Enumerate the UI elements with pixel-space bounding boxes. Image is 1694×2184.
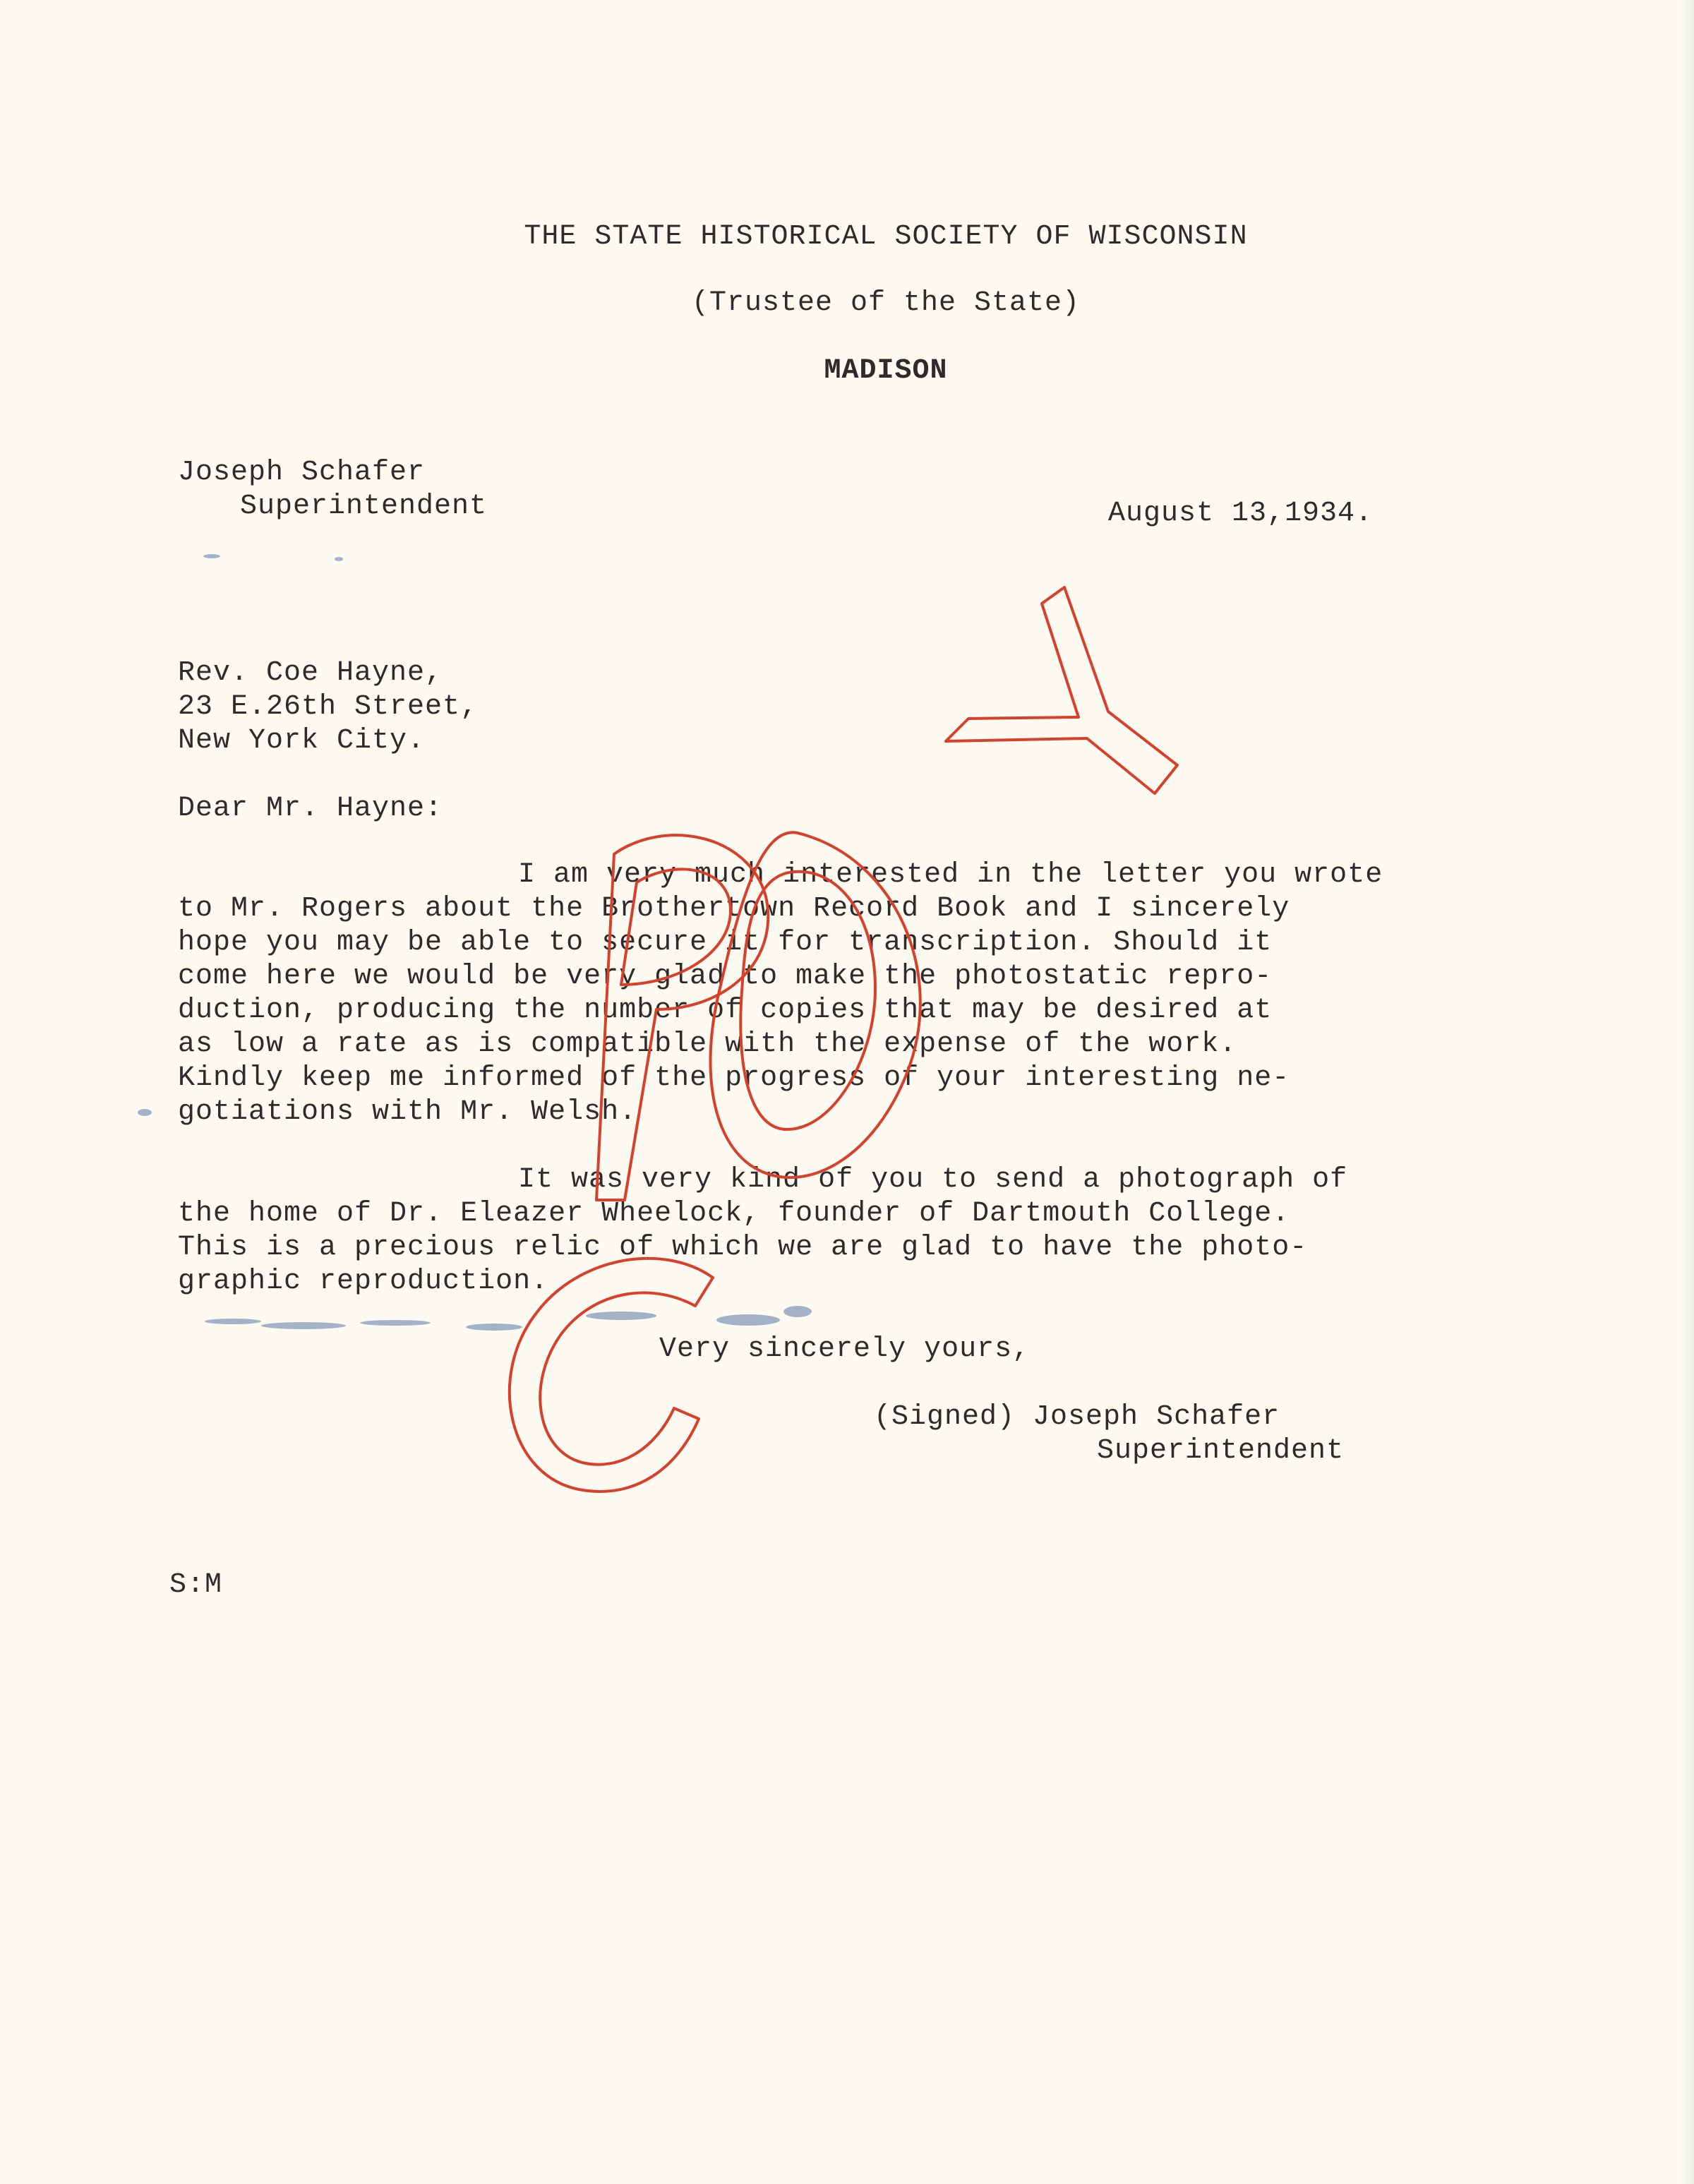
body-line: the home of Dr. Eleazer Wheelock, founder of Dartmouth College. [178,1198,1290,1230]
sender-name: Joseph Schafer [178,457,426,488]
letter-date: August 13,1934. [1108,498,1374,529]
stamp-letter-o [711,832,920,1177]
body-line: graphic reproduction. [178,1266,549,1297]
recipient-street: 23 E.26th Street, [178,691,479,723]
body-line: gotiations with Mr. Welsh. [178,1096,637,1128]
body-line: as low a rate as is compatible with the expense of the work. [178,1028,1237,1060]
sender-title: Superintendent [240,491,488,522]
body-line: come here we would be very glad to make the photostatic repro- [178,961,1273,992]
body-line: This is a precious relic of which we are glad to have the photo- [178,1232,1308,1264]
body-line: to Mr. Rogers about the Brothertown Record Book and I sincerely [178,893,1290,925]
closing: Very sincerely yours, [659,1333,1031,1365]
body-line: It was very kind of you to send a photograph of [518,1164,1348,1196]
stamp-letter-p [596,835,768,1200]
typist-initials: S:M [169,1569,223,1601]
recipient-name: Rev. Coe Hayne, [178,657,443,689]
salutation: Dear Mr. Hayne: [178,793,443,824]
letterhead-org: THE STATE HISTORICAL SOCIETY OF WISCONSIN [524,221,1248,253]
signature-signed: (Signed) Joseph Schafer [874,1401,1280,1433]
letterhead-subtitle: (Trustee of the State) [691,287,1081,319]
body-line: hope you may be able to secure it for transcription. Should it [178,927,1273,959]
letterhead-city: MADISON [824,355,948,387]
body-line: duction, producing the number of copies that may be desired at [178,995,1273,1026]
stamp-letter-c [510,1259,713,1492]
recipient-city: New York City. [178,725,426,757]
body-line: I am very much interested in the letter you wrote [518,859,1383,891]
signature-title: Superintendent [1097,1435,1345,1467]
stamp-letter-y [946,587,1177,793]
body-line: Kindly keep me informed of the progress of your interesting ne- [178,1062,1290,1094]
